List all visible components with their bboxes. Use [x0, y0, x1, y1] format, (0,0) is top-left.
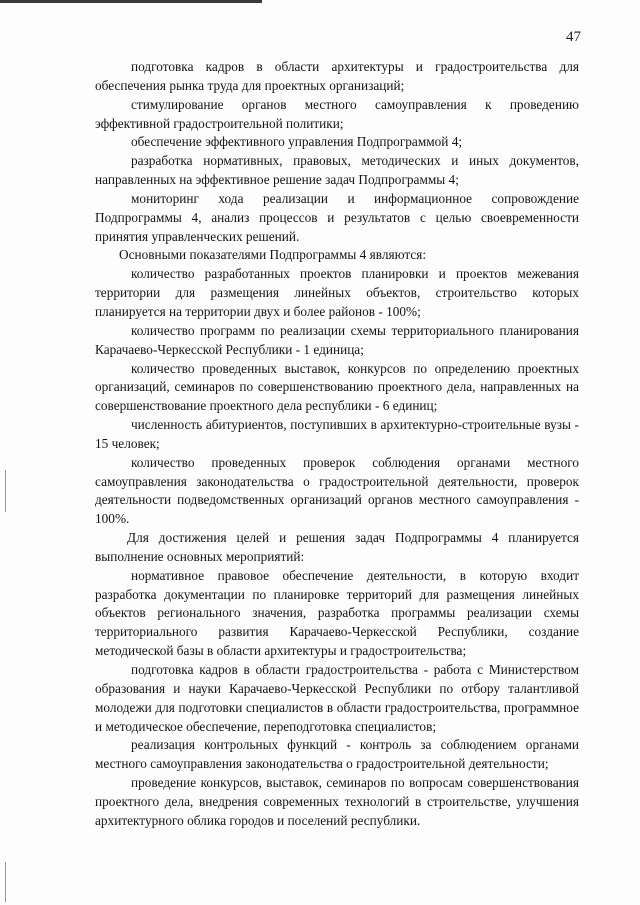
- paragraph: обеспечение эффективного управления Подпрограммой 4;: [131, 134, 463, 150]
- paragraph: численность абитуриентов, поступивших в архитектурно-строительные вузы - 15 человек;: [95, 417, 579, 451]
- paragraph: Основными показателями Подпрограммы 4 являются:: [119, 247, 427, 263]
- paragraph: подготовка кадров в области градостроительства - работа с Министерством образования и науки Карачаево-Черкесской Республики по отбору талантливой молодежи для подготовки специалистов в области градостроительства, программное и методическое обеспечение, переподготовка специалистов;: [95, 662, 579, 734]
- body-text: [95, 58, 579, 831]
- paragraph: проведение конкурсов, выставок, семинаров по вопросам совершенствования проектного дела, внедрения современных технологий в строительстве, улучшения архитектурного облика городов и поселений республики.: [95, 775, 579, 828]
- paragraph: стимулирование органов местного самоуправления к проведению эффективной градостроительной политики;: [95, 96, 579, 131]
- page-number: 47: [566, 29, 581, 45]
- top-scan-rule: [0, 0, 262, 3]
- paragraph: мониторинг хода реализации и информационное сопровождение Подпрограммы 4, анализ процессов и результатов с целью своевременности принятия управленческих решений.: [95, 190, 579, 244]
- left-margin-mark: [5, 470, 6, 512]
- paragraph: Для достижения целей и решения задач Подпрограммы 4 планируется выполнение основных мероприятий:: [95, 530, 579, 564]
- paragraph: подготовка кадров в области архитектуры и градостроительства для обеспечения рынка труда для проектных организаций;: [95, 59, 579, 93]
- paragraph: разработка нормативных, правовых, методических и иных документов, направленных на эффективное решение задач Подпрограммы 4;: [95, 153, 579, 188]
- paragraph: нормативное правовое обеспечение деятельности, в которую входит разработка документации по планировке территорий для размещения линейных объектов регионального значения, разработка программы реализации схемы территориального развития Карачаево-Черкесской Республики, создание методической базы в области архитектуры и градостроительства;: [95, 567, 579, 659]
- paragraph: реализация контрольных функций - контроль за соблюдением органами местного самоуправления законодательства о градостроительной деятельности;: [95, 737, 579, 772]
- paragraph: количество разработанных проектов планировки и проектов межевания территории для размещения линейных объектов, строительство которых планируется на территории двух и более районов - 100%;: [95, 266, 579, 319]
- paragraph: количество проведенных проверок соблюдения органами местного самоуправления законодательства о градостроительной деятельности, проверок деятельности подведомственных организаций органов местного самоуправления - 100%.: [95, 454, 579, 527]
- left-margin-mark: [5, 862, 6, 902]
- paragraph: количество проведенных выставок, конкурсов по определению проектных организаций, семинаров по совершенствованию проектного дела, направленных на совершенствование проектного дела республики - 6 единиц;: [95, 360, 579, 414]
- paragraph: количество программ по реализации схемы территориального планирования Карачаево-Черкесской Республики - 1 единица;: [95, 322, 579, 357]
